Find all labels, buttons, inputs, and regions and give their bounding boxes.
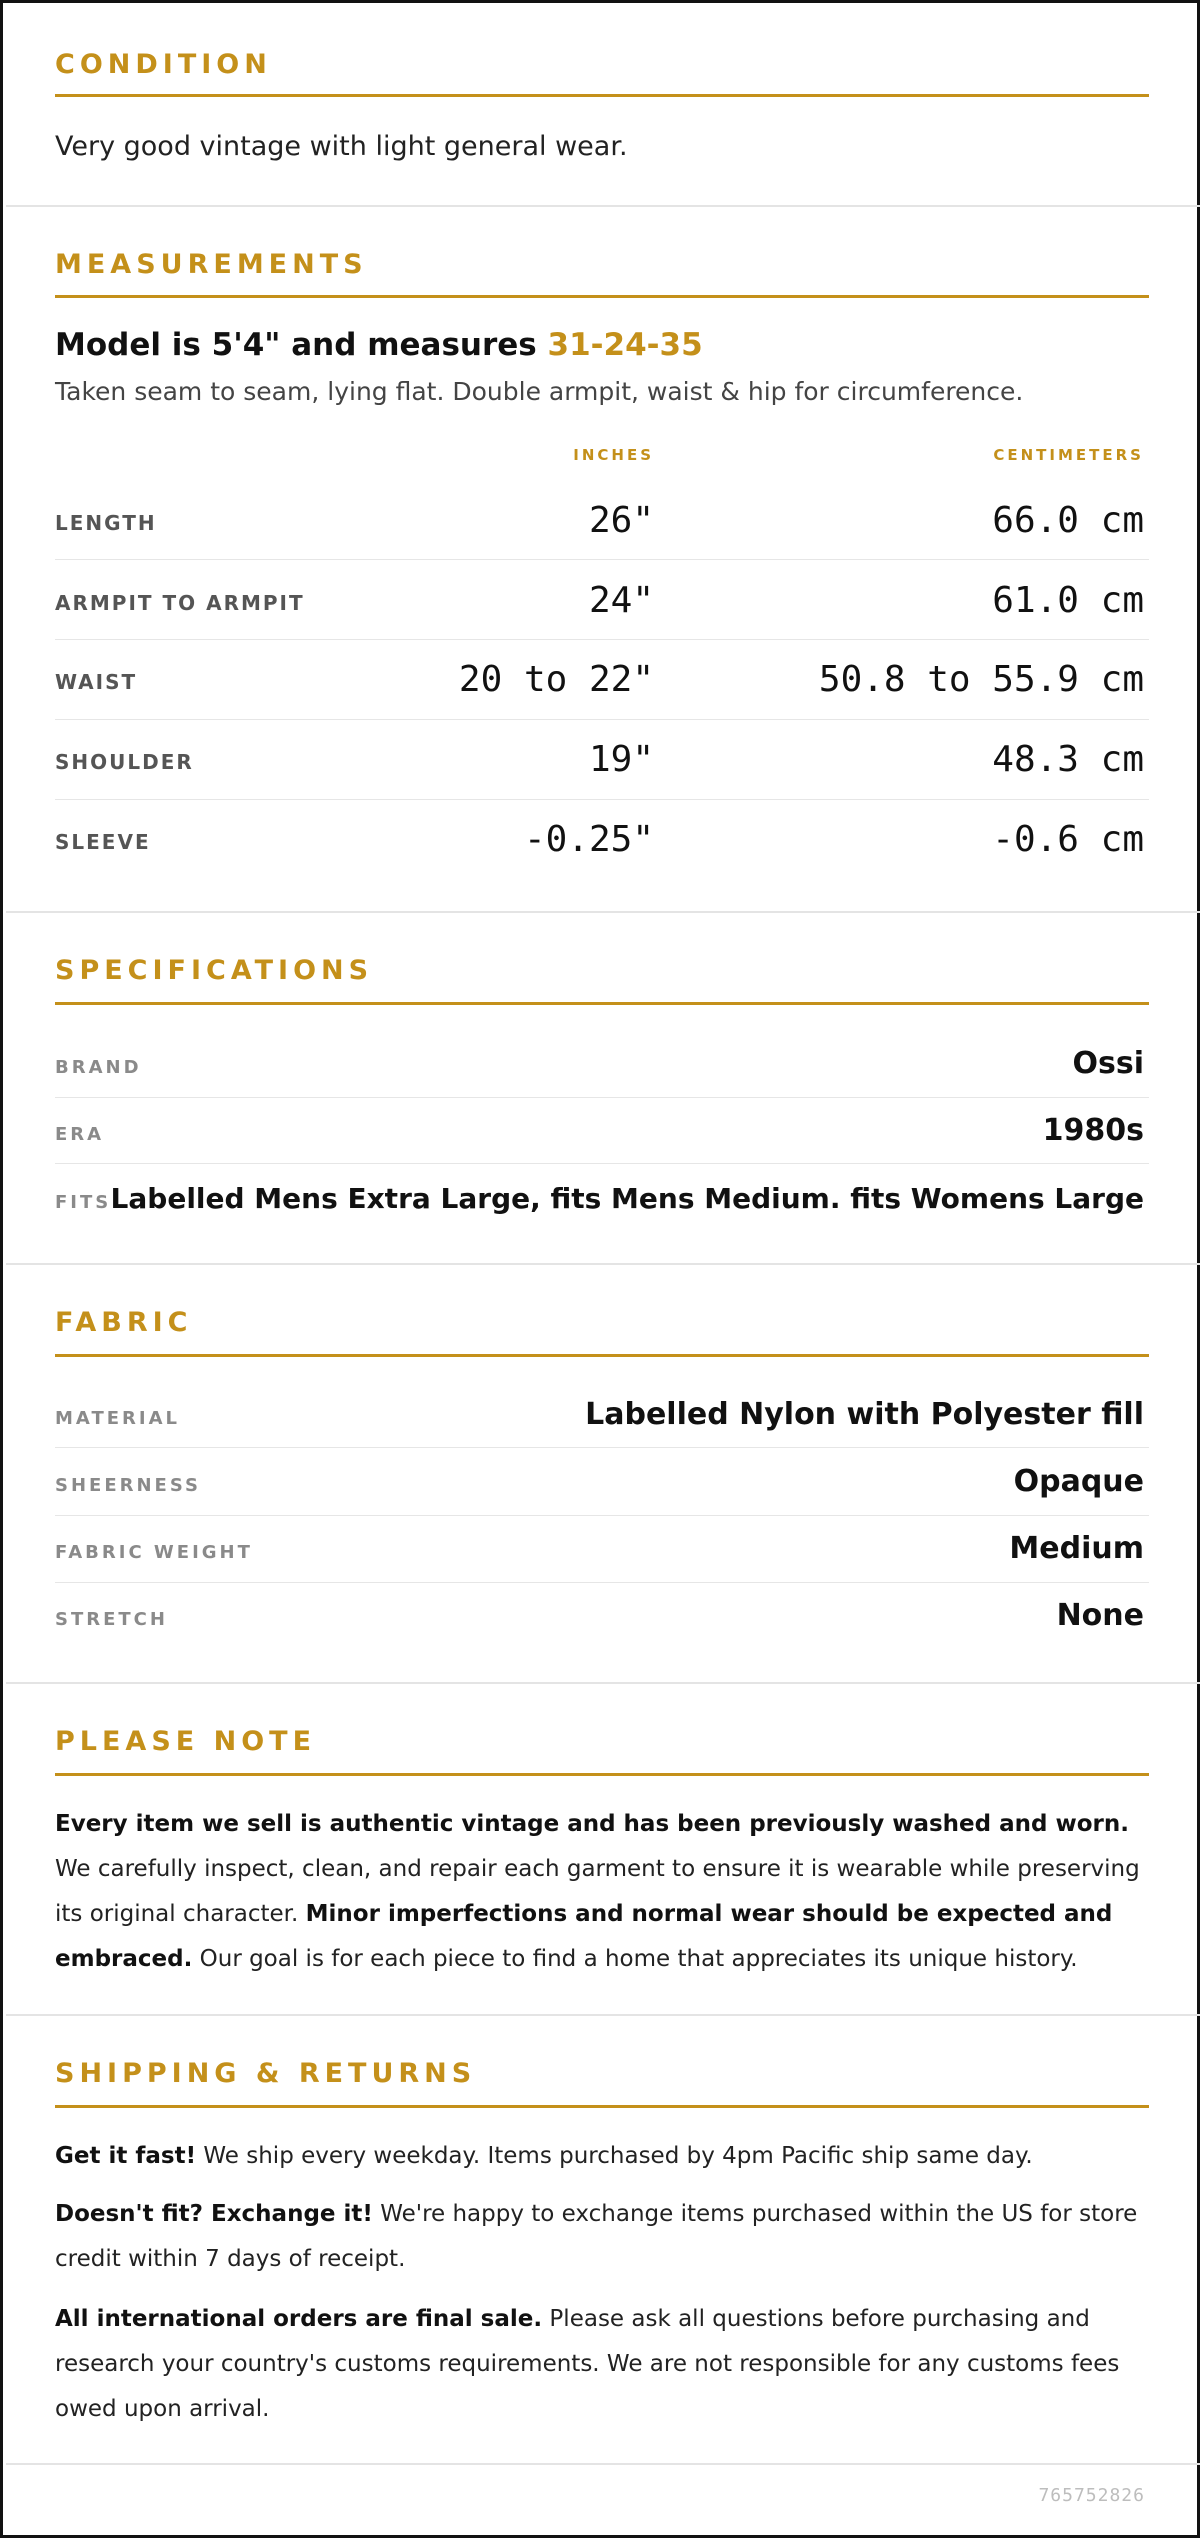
inches-column-header: INCHES [573,446,654,464]
note-bold-1: Every item we sell is authentic vintage and has been previously washed and worn. [55,1811,1129,1837]
measurement-inches: 26" [588,500,654,541]
fabric-value: None [1056,1598,1144,1633]
spec-label: BRAND [55,1057,142,1078]
international-text: Please ask all questions before purchasing and research your country's customs requirements. We are not responsible for any customs fees owed upon arrival. [55,2306,1120,2422]
exchange-paragraph [55,2192,1149,2282]
sku-number: 765752826 [1038,2485,1145,2506]
measurement-label: WAIST [55,670,138,694]
row-divider [55,1097,1149,1098]
measurement-label: ARMPIT TO ARMPIT [55,591,305,615]
row-divider [55,719,1149,720]
international-paragraph [55,2297,1149,2432]
note-text-2: Our goal is for each piece to find a home that appreciates its unique history. [192,1946,1078,1972]
section-divider [6,1682,1200,1684]
condition-rule [55,94,1149,97]
row-divider [55,1515,1149,1516]
model-measures: 31-24-35 [547,327,703,363]
fabric-label: FABRIC WEIGHT [55,1542,253,1563]
measurement-label: SHOULDER [55,750,194,774]
fabric-rule [55,1354,1149,1357]
model-prefix: Model is 5'4" and measures [55,327,548,363]
condition-heading: CONDITION [55,49,272,80]
please-note-heading: PLEASE NOTE [55,1726,317,1757]
measurement-note: Taken seam to seam, lying flat. Double armpit, waist & hip for circumference. [55,377,1024,406]
spec-label: FITS [55,1192,112,1213]
fabric-value: Opaque [1013,1464,1144,1499]
measurement-cm: 61.0 cm [992,580,1144,621]
please-note-rule [55,1773,1149,1776]
fabric-label: MATERIAL [55,1408,180,1429]
row-divider [55,1163,1149,1164]
note-bold-2: Minor imperfections and normal wear should be expected and embraced. [55,1901,1113,1972]
specifications-rule [55,1002,1149,1005]
shipping-bold: Get it fast! [55,2143,197,2169]
fabric-heading: FABRIC [55,1307,193,1338]
section-divider [6,2014,1200,2016]
spec-value: Ossi [1072,1046,1144,1081]
row-divider [55,639,1149,640]
measurement-inches: 20 to 22" [458,659,654,700]
fabric-label: SHEERNESS [55,1475,201,1496]
exchange-bold: Doesn't fit? Exchange it! [55,2201,373,2227]
measurements-heading: MEASUREMENTS [55,249,368,280]
note-text-1: We carefully inspect, clean, and repair each garment to ensure it is wearable while preserving its original character. [55,1856,1140,1927]
measurement-cm: 50.8 to 55.9 cm [818,659,1144,700]
exchange-text: We're happy to exchange items purchased within the US for store credit within 7 days of receipt. [55,2201,1138,2272]
section-divider [6,1263,1200,1265]
section-divider [6,2463,1200,2465]
measurement-cm: 66.0 cm [992,500,1144,541]
measurements-rule [55,295,1149,298]
specifications-heading: SPECIFICATIONS [55,955,374,986]
measurement-cm: 48.3 cm [992,739,1144,780]
measurement-inches: -0.25" [523,819,654,860]
measurement-label: SLEEVE [55,830,151,854]
section-divider [6,911,1200,913]
fabric-value: Labelled Nylon with Polyester fill [585,1397,1144,1432]
section-divider [6,205,1200,207]
shipping-heading: SHIPPING & RETURNS [55,2058,477,2089]
row-divider [55,1447,1149,1448]
row-divider [55,559,1149,560]
row-divider [55,1582,1149,1583]
condition-text: Very good vintage with light general wear. [55,131,628,162]
row-divider [55,799,1149,800]
spec-label: ERA [55,1124,105,1145]
shipping-rule [55,2105,1149,2108]
international-bold: All international orders are final sale. [55,2306,543,2332]
spec-value: Labelled Mens Extra Large, fits Mens Medium. fits Womens Large [110,1182,1144,1215]
centimeters-column-header: CENTIMETERS [993,446,1144,464]
measurement-inches: 24" [588,580,654,621]
measurement-cm: -0.6 cm [992,819,1144,860]
spec-value: 1980s [1042,1113,1144,1148]
fabric-label: STRETCH [55,1609,168,1630]
measurement-label: LENGTH [55,511,157,535]
shipping-paragraph [55,2134,1149,2179]
model-info [55,327,1149,363]
measurement-inches: 19" [588,739,654,780]
fabric-value: Medium [1009,1531,1144,1566]
please-note-text [55,1802,1149,1982]
shipping-text: We ship every weekday. Items purchased by 4pm Pacific ship same day. [196,2143,1033,2169]
